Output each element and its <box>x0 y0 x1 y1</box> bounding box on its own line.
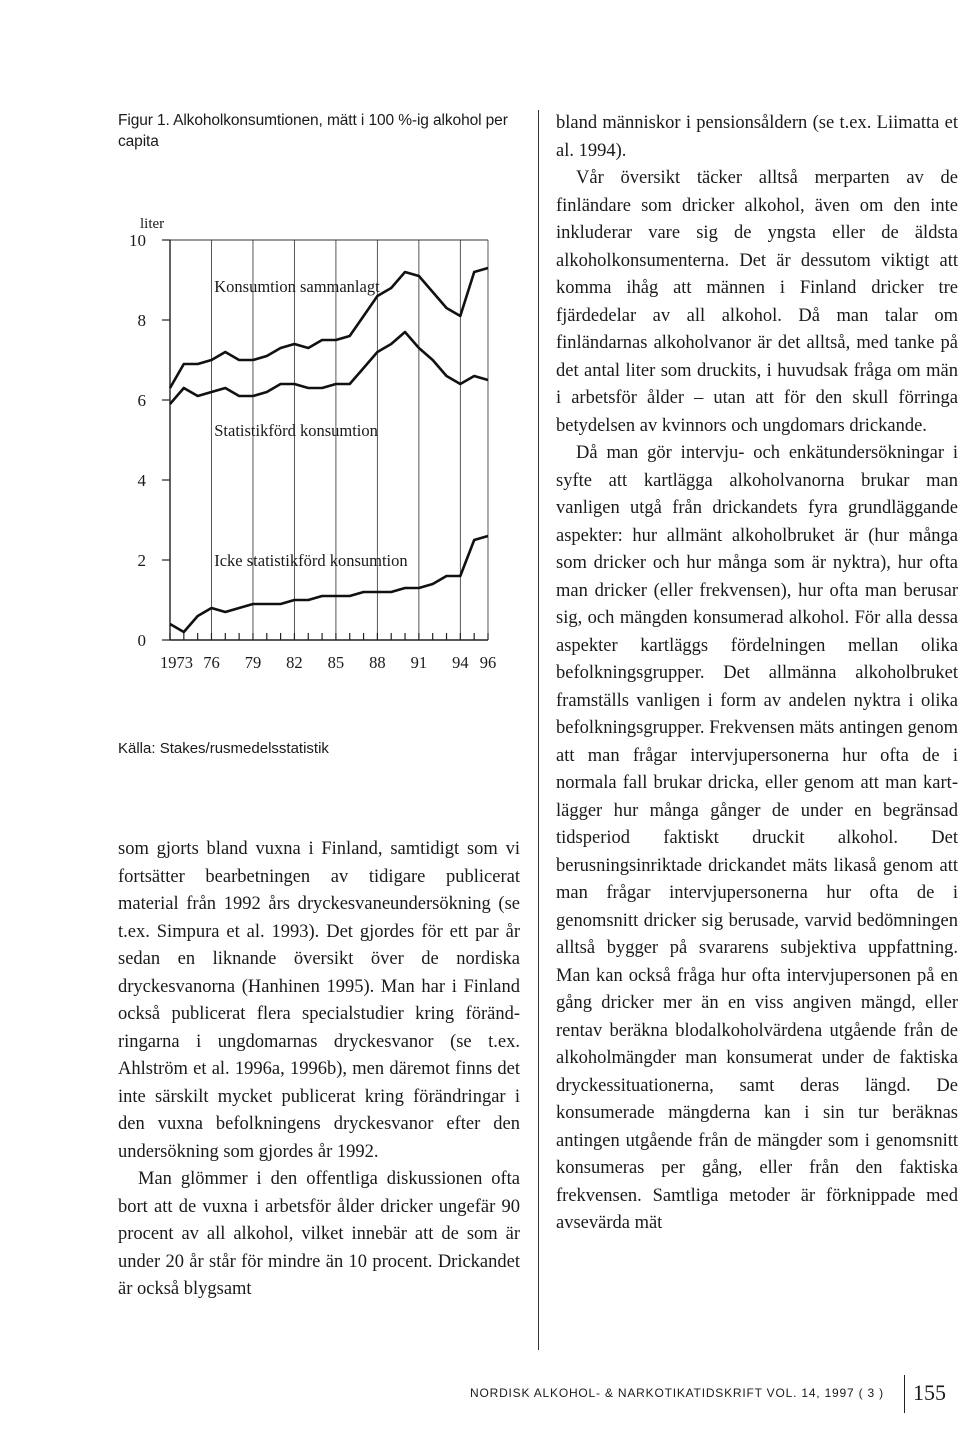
series-annotation-3: Icke statistikförd konsumtion <box>214 551 408 570</box>
series-annotation-1: Konsumtion sammanlagt <box>214 277 380 296</box>
series-annotation-2: Statistikförd konsumtion <box>214 421 378 440</box>
y-tick-label: 4 <box>137 471 146 490</box>
x-tick-label: 91 <box>410 653 428 672</box>
chart-series <box>170 268 488 632</box>
x-tick-label: 94 <box>452 653 469 672</box>
y-tick-label: 2 <box>137 551 146 570</box>
figure-caption: Figur 1. Alkoholkonsumtionen, mätt i 100 %-ig alkohol per capita <box>118 112 508 150</box>
consumption-line-chart <box>118 210 518 690</box>
x-tick-label: 85 <box>327 653 345 672</box>
page-number: 155 <box>913 1380 946 1405</box>
chart-labels <box>129 216 496 672</box>
footer-divider <box>904 1375 905 1413</box>
x-tick-label: 1973 <box>160 653 193 672</box>
y-axis-label: liter <box>140 216 165 232</box>
chart-grid <box>211 240 488 640</box>
left-paragraph-2: Man glömmer i den offentliga diskussionen ofta bort att de vuxna i arbetsför ålder dricker ungefär 90 procent av all alkohol, vilket innebär att de som är under 20 år står för mindre än 10 procent. Drickandet är också blygsamt <box>118 1169 520 1299</box>
figure-source: Källa: Stakes/rusmedelsstatistik <box>118 740 329 757</box>
journal-footer: NORDISK ALKOHOL- & NARKOTIKATIDSKRIFT VOL. 14, 1997 ( 3 ) <box>470 1386 884 1400</box>
column-divider <box>538 110 539 1350</box>
y-tick-label: 6 <box>137 391 146 410</box>
x-tick-label: 79 <box>244 653 262 672</box>
x-tick-label: 82 <box>286 653 303 672</box>
right-column <box>556 110 958 1238</box>
x-tick-label: 88 <box>369 653 386 672</box>
right-paragraph-2: Vår översikt täcker alltså merparten av de finländare som dricker alkohol, även om den inte inkluderar vare sig de yngsta eller de äldsta alkoholkonsumenterna. Det är dessutom viktigt att komma ihåg att männen i Finland dricker tre fjärdedelar av all alkohol. Då man talar om finländarnas alkoholvanor är det alltså, med tanke på det antal liter som druckits, i huvudsak fråga om män i arbetsför ålder – utan att för den skull förringa betydelsen av kvinnors och ungdomars drickande. <box>556 168 958 436</box>
right-paragraph-3: Då man gör intervju- och enkätundersökningar i syfte att kartlägga alkoholvanorna brukar man vanligen utgå från drickandets fyra grundläggande aspekter: hur allmänt alkoholbruket är (hur många som dricker och hur många som är nyktra), hur ofta man dricker (eller frekvensen), hur ofta man berusar sig, och mängden konsumerad alkohol. För alla dessa aspekter kartläggs fördelningen mellan olika befolkningsgrupper. Det allmänna alkoholbruket framställs vanligen i form av andelen nyktra i olika befolkningsgrupper. Frekvensen mäts antingen genom att man frågar intervjupersonerna hur ofta de i normala fall brukar dricka, eller genom att man kartlägger hur många gånger de under en begränsad tidsperiod faktiskt druckit alkohol. Det berusningsinriktade drickandet mäts likaså genom att man frågar intervjupersonerna hur ofta de i genomsnitt dricker sig berusade, varvid bedömningen alltså bygger på svararens subjektiva uppfattning. Man kan också fråga hur ofta intervjupersonen på en gång dricker mer än en viss angiven mängd, eller rentav beräkna blodalkoholvärdena utgående från de alkoholmängder man konsumerat under de faktiska dryckessituationerna, samt deras längd. De konsumerade mängderna kan i sin tur beräknas antingen utgående från de mängder som i genomsnitt konsumeras per gång, eller från den faktiska frekvensen. Samtliga metoder är förknippade med avsevärda mät <box>556 443 958 1233</box>
x-tick-label: 96 <box>479 653 497 672</box>
left-column <box>118 836 520 1304</box>
y-tick-label: 0 <box>137 631 146 650</box>
right-paragraph-1: bland människor i pensionsåldern (se t.ex. Liimatta et al. 1994). <box>556 113 958 161</box>
x-tick-label: 76 <box>203 653 220 672</box>
y-tick-label: 10 <box>129 231 146 250</box>
left-paragraph-1: som gjorts bland vuxna i Finland, samtidigt som vi fortsätter bearbetningen av tidigare publicerat material från 1992 års dryckesvaneundersökning (se t.ex. Simpura et al. 1993). Det gjordes för ett par år sedan en liknande översikt över de nordiska dryckesvanorna (Hanhinen 1995). Man har i Finland också publicerat flera specialstudier kring förändringarna i ungdomarnas dryckesvanor (se t.ex. Ahlström et al. 1996a, 1996b), men däremot finns det inte särskilt mycket publicerat kring förändringar i den vuxna befolkningens dryckesvanor efter den undersökning som gjordes år 1992. <box>118 839 520 1162</box>
series-line-2 <box>170 332 488 404</box>
y-tick-label: 8 <box>137 311 146 330</box>
